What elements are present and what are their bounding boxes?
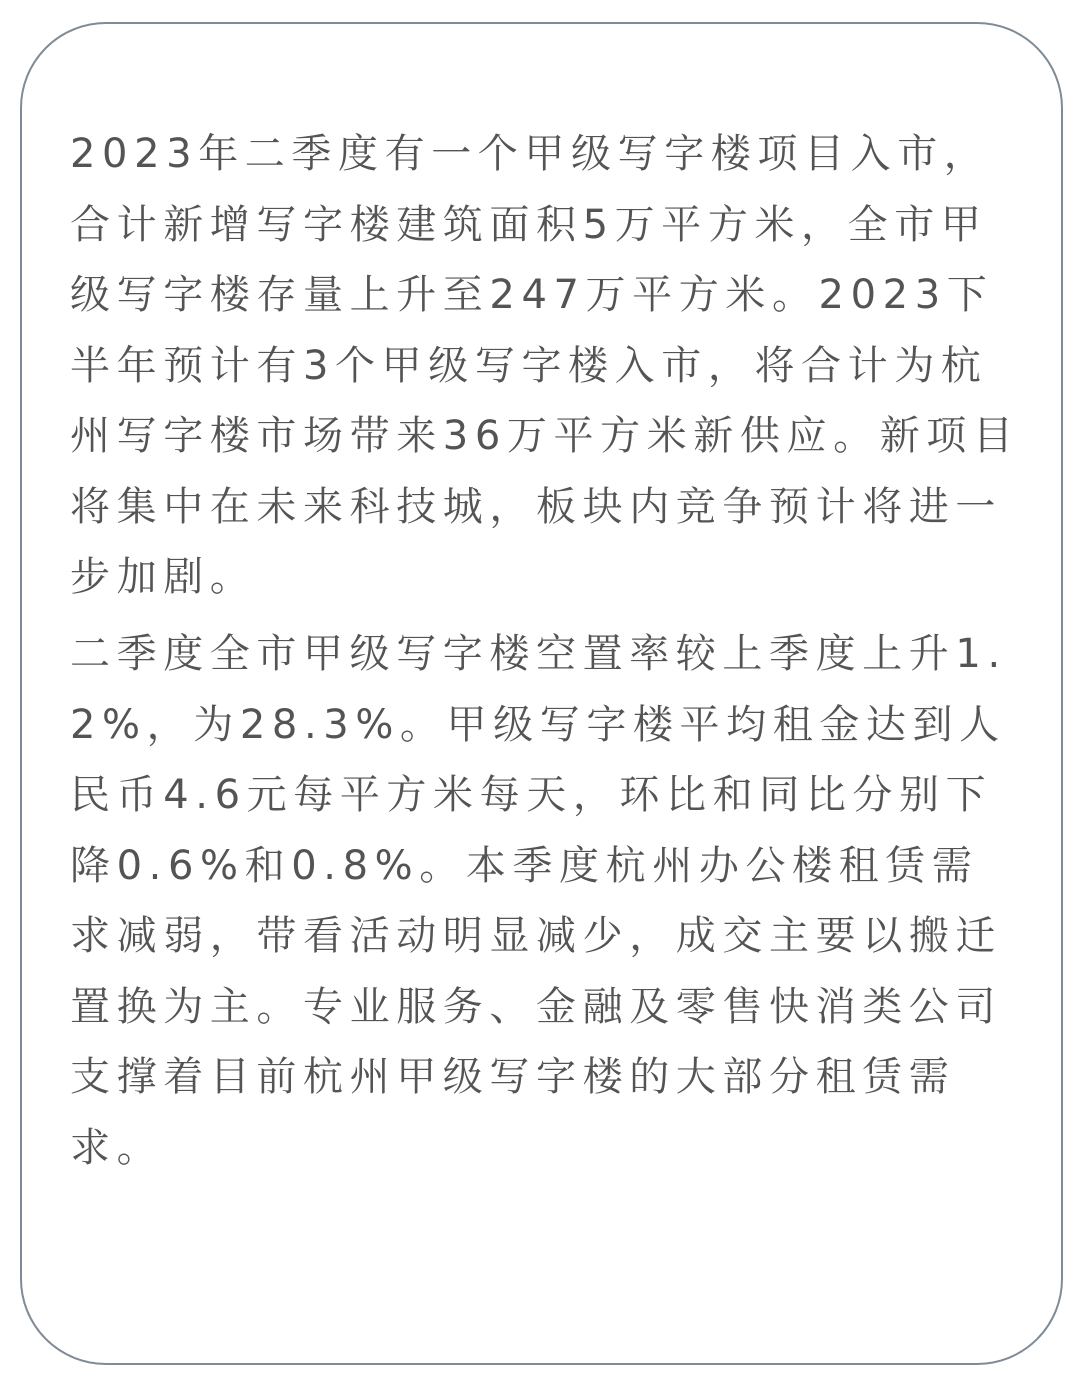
paragraph-vacancy-rent: 二季度全市甲级写字楼空置率较上季度上升1.2%，为28.3%。甲级写字楼平均租金达到人民币4.6元每平方米每天，环比和同比分别下降0.6%和0.8%。本季度杭州办公楼租赁需求减弱，带看活动明显减少，成交主要以搬迁置换为主。专业服务、金融及零售快消类公司支撑着目前杭州甲级写字楼的大部分租赁需求。: [70, 631, 1007, 1171]
paragraph-supply: 2023年二季度有一个甲级写字楼项目入市，合计新增写字楼建筑面积5万平方米，全市甲级写字楼存量上升至247万平方米。2023下半年预计有3个甲级写字楼入市，将合计为杭州写字楼市场带来36万平方米新供应。新项目将集中在未来科技城，板块内竞争预计将进一步加剧。: [70, 131, 1020, 600]
